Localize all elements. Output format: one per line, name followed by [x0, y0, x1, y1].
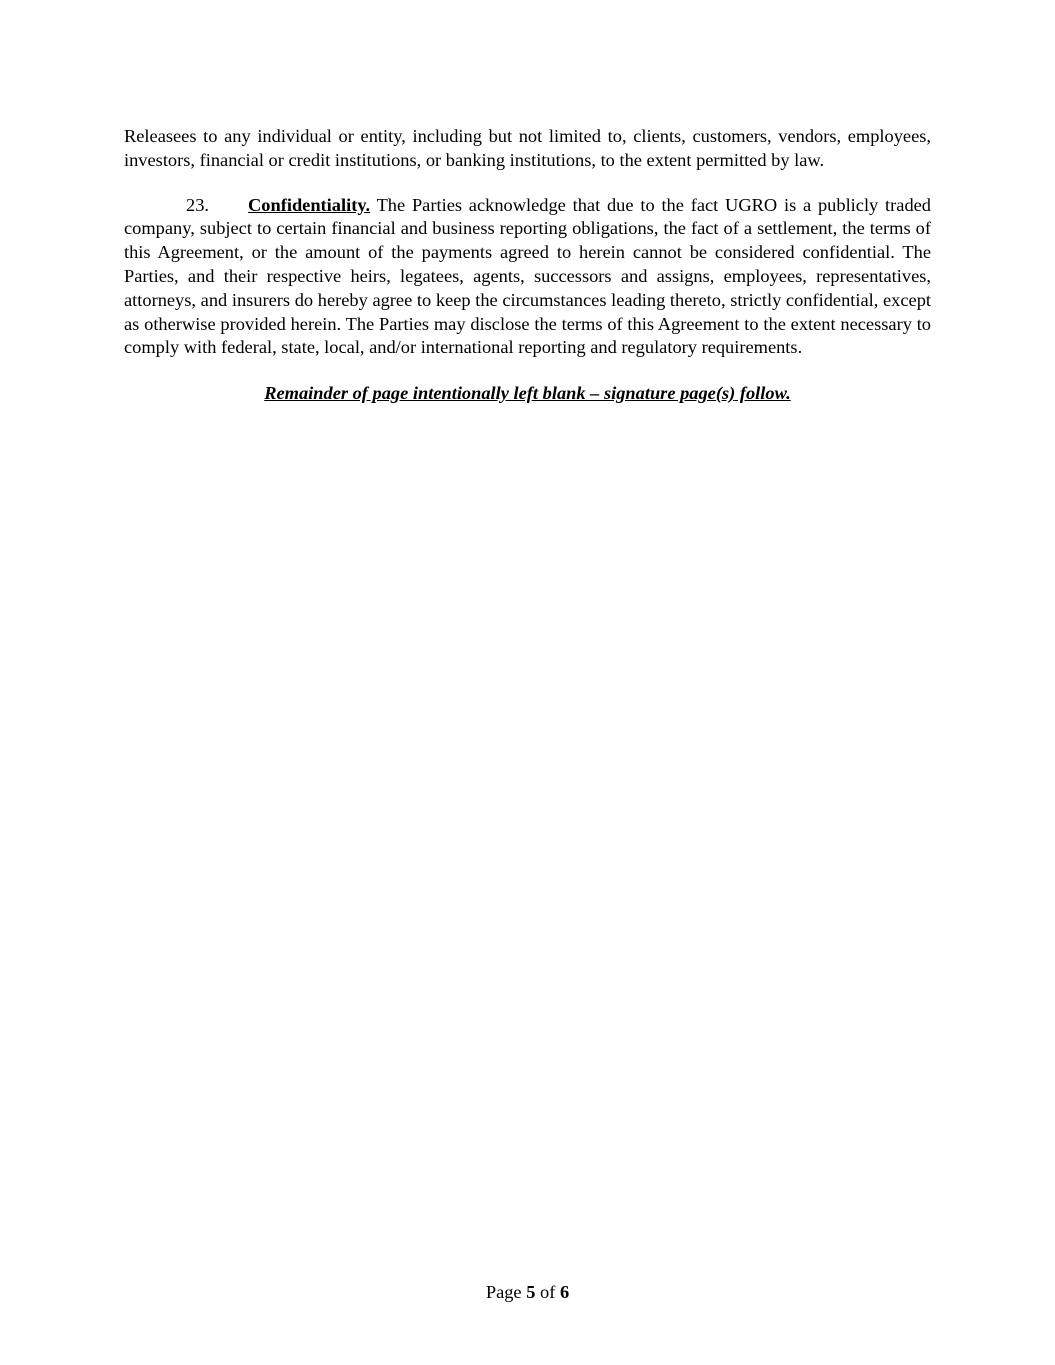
page-content	[124, 125, 931, 406]
page-label: Page	[485, 1282, 522, 1302]
section-text: The Parties acknowledge that due to the fact UGRO is a publicly traded company, subject to certain financial and business reporting obligations, the fact of a settlement, the terms of this Agreement, or the amount of the payments agreed to herein cannot be considered confidential. The Parties, and their respective heirs, legatees, agents, successors and assigns, employees, representatives, attorneys, and insurers do hereby agree to keep the circumstances leading thereto, strictly confidential, except as otherwise provided herein. The Parties may disclose the terms of this Agreement to the extent necessary to comply with federal, state, local, and/or international reporting and regulatory requirements.	[124, 194, 931, 358]
page-footer	[0, 1280, 1055, 1304]
section-number: 23.	[186, 194, 209, 215]
section-23	[124, 194, 931, 361]
continued-paragraph: Releasees to any individual or entity, including but not limited to, clients, customers, vendors, employees, investors, financial or credit institutions, or banking institutions, to the extent permitted by law.	[124, 126, 931, 170]
page-number: 5	[526, 1282, 536, 1302]
total-pages: 6	[559, 1282, 570, 1302]
remainder-note: Remainder of page intentionally left blank – signature page(s) follow.	[264, 383, 791, 404]
section-heading: Confidentiality.	[248, 194, 371, 215]
of-label: of	[540, 1282, 556, 1302]
